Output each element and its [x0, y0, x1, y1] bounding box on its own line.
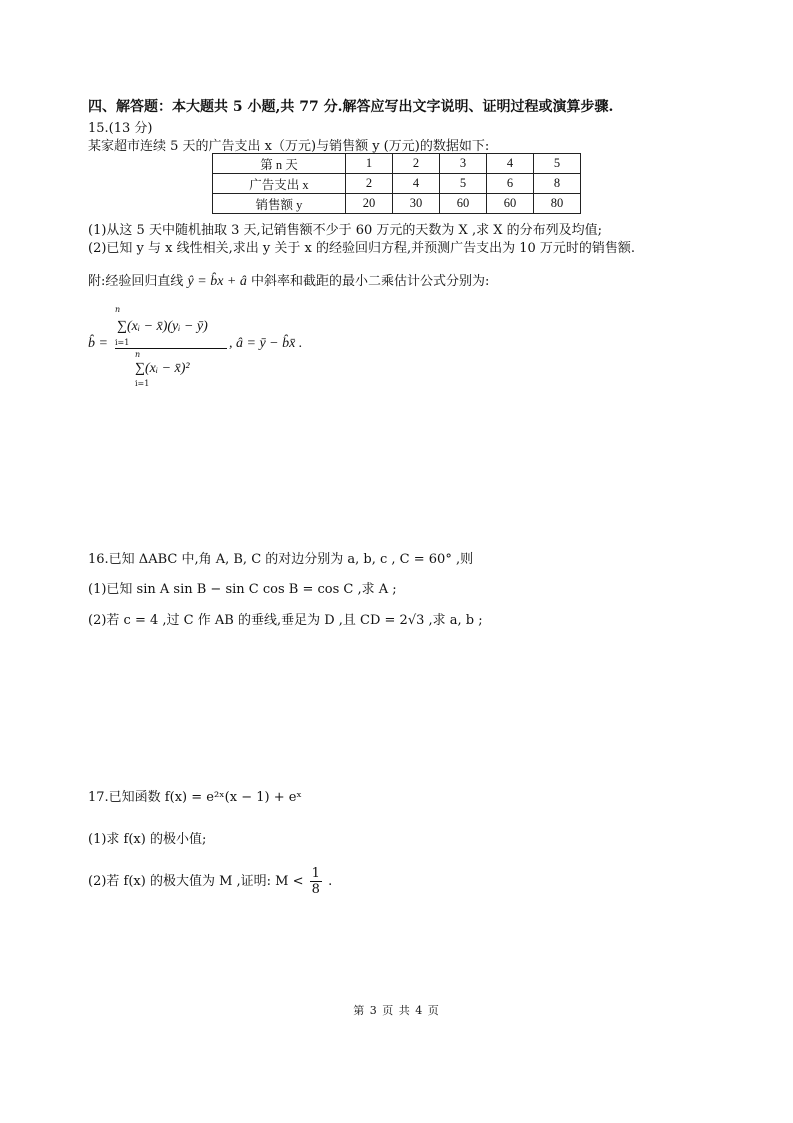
- table-cell: 2: [346, 174, 393, 194]
- q16-stem: 16.已知 ΔABC 中,角 A, B, C 的对边分别为 a, b, c , C = 60° ,则: [88, 552, 474, 567]
- section-title: 四、解答题：本大题共 5 小题,共 77 分.解答应写出文字说明、证明过程或演算步骤.: [88, 99, 614, 115]
- formula-a: , â = ȳ − b̂x̄ .: [229, 336, 303, 351]
- page-footer: 第 3 页 共 4 页: [353, 1004, 440, 1017]
- frac-one-eighth: [310, 866, 322, 897]
- sum-upper-limit: n: [115, 305, 121, 314]
- q17-part2: [88, 866, 332, 897]
- q15-appendix: [88, 270, 489, 290]
- appendix-prefix: 附:经验回归直线: [88, 274, 184, 289]
- table-cell: 6: [487, 174, 534, 194]
- q15-intro: 某家超市连续 5 天的广告支出 x（万元)与销售额 y (万元)的数据如下:: [88, 139, 490, 154]
- table-row: [213, 194, 581, 214]
- q17-part1: (1)求 f(x) 的极小值;: [88, 832, 207, 847]
- table-row: [213, 154, 581, 174]
- table-cell: 第 n 天: [213, 154, 346, 174]
- q16-part1: (1)已知 sin A sin B − sin C cos B = cos C ,求 A ;: [88, 582, 397, 597]
- table-cell: 5: [534, 154, 581, 174]
- table-cell: 4: [393, 174, 440, 194]
- frac-denominator: 8: [311, 882, 320, 897]
- q16-part2: (2)若 c = 4 ,过 C 作 AB 的垂线,垂足为 D ,且 CD = 2√3 ,求 a, b ;: [88, 613, 483, 628]
- table-cell: 2: [393, 154, 440, 174]
- sum-lower-limit: i=1: [115, 338, 130, 347]
- q15-data-table: [212, 153, 581, 214]
- table-cell: 1: [346, 154, 393, 174]
- table-cell: 30: [393, 194, 440, 214]
- formula-b-lhs: b̂ =: [88, 336, 108, 351]
- appendix-suffix: 中斜率和截距的最小二乘估计公式分别为:: [251, 274, 490, 289]
- frac-numerator: 1: [311, 866, 320, 881]
- q17-part2-period: .: [328, 874, 333, 889]
- regression-equation: ŷ = b̂x + â: [187, 274, 247, 289]
- q17-stem: 17.已知函数 f(x) = e²ˣ(x − 1) + eˣ: [88, 790, 302, 805]
- q15-number: 15.(13 分): [88, 121, 153, 136]
- table-cell: 60: [487, 194, 534, 214]
- sum-upper-limit: n: [135, 350, 141, 359]
- table-cell: 广告支出 x: [213, 174, 346, 194]
- formula-numerator: ∑(xᵢ − x̄)(yᵢ − ȳ): [117, 319, 208, 334]
- table-cell: 8: [534, 174, 581, 194]
- q17-part2-text: (2)若 f(x) 的极大值为 M ,证明: M <: [88, 874, 304, 889]
- q15-part1: (1)从这 5 天中随机抽取 3 天,记销售额不少于 60 万元的天数为 X ,求 X 的分布列及均值;: [88, 223, 602, 238]
- table-cell: 60: [440, 194, 487, 214]
- formula-fraction: [115, 305, 227, 387]
- table-cell: 20: [346, 194, 393, 214]
- q15-part2: (2)已知 y 与 x 线性相关,求出 y 关于 x 的经验回归方程,并预测广告支出为 10 万元时的销售额.: [88, 241, 636, 256]
- table-cell: 80: [534, 194, 581, 214]
- table-cell: 3: [440, 154, 487, 174]
- table-cell: 4: [487, 154, 534, 174]
- table-cell: 销售额 y: [213, 194, 346, 214]
- sum-lower-limit: i=1: [135, 379, 150, 388]
- table-cell: 5: [440, 174, 487, 194]
- table-row: [213, 174, 581, 194]
- formula-denominator: ∑(xᵢ − x̄)²: [135, 361, 190, 376]
- fraction-bar: [115, 348, 227, 349]
